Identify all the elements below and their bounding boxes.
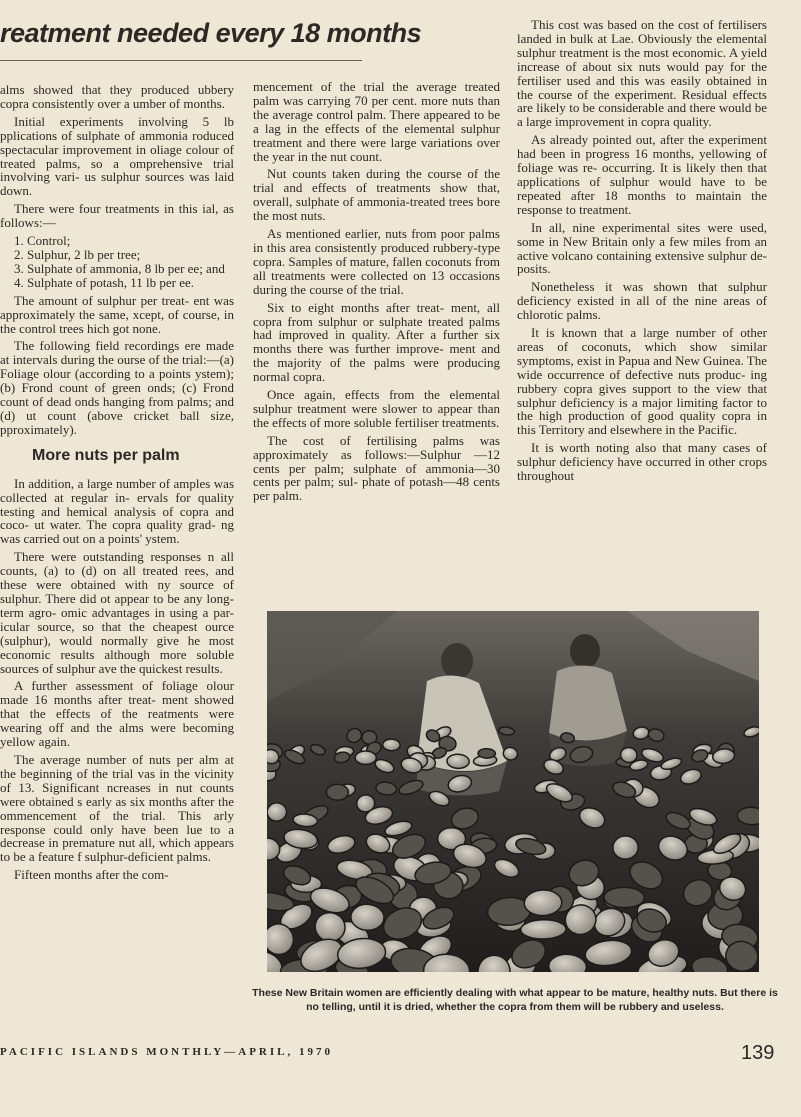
page-number: 139 — [741, 1042, 775, 1064]
list-item: 1. Control; — [14, 233, 71, 249]
coconut-half — [383, 739, 401, 751]
paragraph: There were outstanding responses n all counts, (a) to (d) on all treated rees, and these were obtained with ny source of sulphur. There did ot appear to be any long-term agro- omic advantages in using a par- icular source, so that the cheapest ource (sulphur), would normally give he most economic results although more soluble sources of sulphur ave the quickest results. — [0, 549, 234, 676]
paragraph: Fifteen months after the com- — [14, 867, 169, 883]
paragraph: As mentioned earlier, nuts from poor palms in this area consistently produced rubbery-type copra. Samples of mature, fallen coconuts from all treatments were collected on 13 occasions during the course of the trial. — [253, 226, 500, 297]
article-column-1 — [0, 83, 234, 886]
coconut-half — [267, 802, 287, 821]
paragraph: Nonetheless it was shown that sulphur deficiency existed in all of the nine areas of chlorotic palms. — [517, 279, 767, 323]
article-column-2 — [253, 80, 500, 507]
paragraph: The cost of fertilising palms was approximately as follows:—Sulphur —12 cents per palm; sulphate of ammonia—30 cents per palm; sul- phate of potash—48 cents per palm. — [253, 432, 500, 504]
list-item: 4. Sulphate of potash, 11 lb per ee. — [14, 274, 195, 290]
paragraph: mencement of the trial the average treated palm was carrying 70 per cent. more nuts than the average control palm. There appeared to be a lag in the effects of the elemental sulphur treatment and there were large variations over the year in the nut count. — [253, 79, 500, 164]
paragraph: In all, nine experimental sites were used, some in New Britain only a few miles from an active volcano containing extensive sulphur de- posits. — [517, 219, 767, 277]
paragraph: Six to eight months after treat- ment, all copra from sulphur or sulphate treated palms had improved in quality. After a further six months there was further improve- ment and the majority of the palms were producing normal copra. — [253, 299, 500, 385]
coconut-half — [326, 784, 348, 800]
paragraph: It is known that a large number of other areas of coconuts, which show similar symptoms, exist in Papua and New Guinea. The wide occurrence of defective nuts produc- ing rubbery copra gives support to the view that sulphur deficiency is a major limiting factor to the high production of good quality copra in this Territory and elsewhere in the Pacific. — [517, 325, 767, 438]
coconut-half — [355, 751, 376, 764]
paragraph: The following field recordings ere made at intervals during the ourse of the trial:—(a) Foliage olour (according to a points ystem); (b) Frond count of green onds; (c) Frond count of dead onds hanging from palms; and (d) ut count (above cricket ball size, pproximately). — [0, 338, 234, 437]
headline-rule — [0, 60, 362, 61]
paragraph: There were four treatments in this ial, as follows:— — [0, 201, 234, 231]
article-column-3 — [517, 18, 767, 487]
coconut-half — [613, 836, 639, 860]
coconut-half — [604, 887, 645, 908]
article-headline: reatment needed every 18 months — [0, 18, 422, 48]
paragraph: alms showed that they produced ubbery copra consistently over a umber of months. — [0, 82, 234, 111]
list-item: 3. Sulphate of ammonia, 8 lb per ee; and — [14, 260, 225, 276]
paragraph: Nut counts taken during the course of the trial and effects of treatments show that, overall, sulphate of ammonia-treated trees bore the most nuts. — [253, 166, 500, 224]
paragraph: Once again, effects from the elemental sulphur treatment were slower to appear than the effects of more soluble fertiliser treatments. — [253, 387, 500, 430]
coconut-half — [524, 889, 562, 916]
footer-publication: PACIFIC ISLANDS MONTHLY—APRIL, 1970 — [0, 1046, 333, 1058]
paragraph: This cost was based on the cost of fertilisers landed in bulk at Lae. Obviously the elemental sulphur treatment is the most economic. A yield increase of about six nuts would pay for the fertiliser used and this was easily obtained in the course of the experiment. Residual effects are likely to be considerable and there would be a large improvement in copra quality. — [517, 17, 767, 130]
paragraph: A further assessment of foliage olour made 16 months after treat- ment showed that the effects of the reatments were wearing off and the alms were becoming yellow again. — [0, 678, 234, 750]
photo-caption: These New Britain women are efficiently dealing with what appear to be mature, healthy nuts. But there is no telling, until it is dried, whether the copra from them will be rubbery and useless. — [252, 987, 778, 1013]
paragraph: The amount of sulphur per treat- ent was approximately the same, xcept, of course, in the control trees hich got none. — [0, 292, 234, 336]
photo-illustration — [267, 611, 759, 972]
paragraph: Initial experiments involving 5 lb pplications of sulphate of ammonia roduced spectacular improvement in oliage colour of treated palms, so a omprehensive trial involving vari- us sulphur sources was laid down. — [0, 113, 234, 199]
photo-women-with-coconuts — [267, 611, 759, 972]
coconut-half — [520, 919, 566, 939]
list-item: 2. Sulphur, 2 lb per tree; — [14, 246, 141, 262]
paragraph: As already pointed out, after the experiment had been in progress 16 months, yellowing of foliage was re- occurring. It is likely then that applications of sulphur would have to be repeated after 18 months to maintain the response to treatment. — [517, 132, 767, 217]
paragraph: It is worth noting also that many cases of sulphur deficiency have occurred in other crops throughout — [517, 440, 767, 484]
paragraph: The average number of nuts per alm at the beginning of the trial vas in the vicinity of 13. Significant ncreases in nut counts were obtained s early as six months after the ommencement of the trial. This arly response could only have been lue to a decrease in premature nut all, which appears to be a feature f sulphur-deficient palms. — [0, 751, 234, 865]
coconut-half — [447, 754, 470, 769]
coconut-half — [478, 749, 495, 759]
article-subheading: More nuts per palm — [32, 446, 180, 464]
paragraph: In addition, a large number of amples was collected at regular in- ervals for quality testing and hemical analysis of copra and coco- ut water. The copra quality grad- ng was carried out on a points' ystem. — [0, 475, 234, 547]
